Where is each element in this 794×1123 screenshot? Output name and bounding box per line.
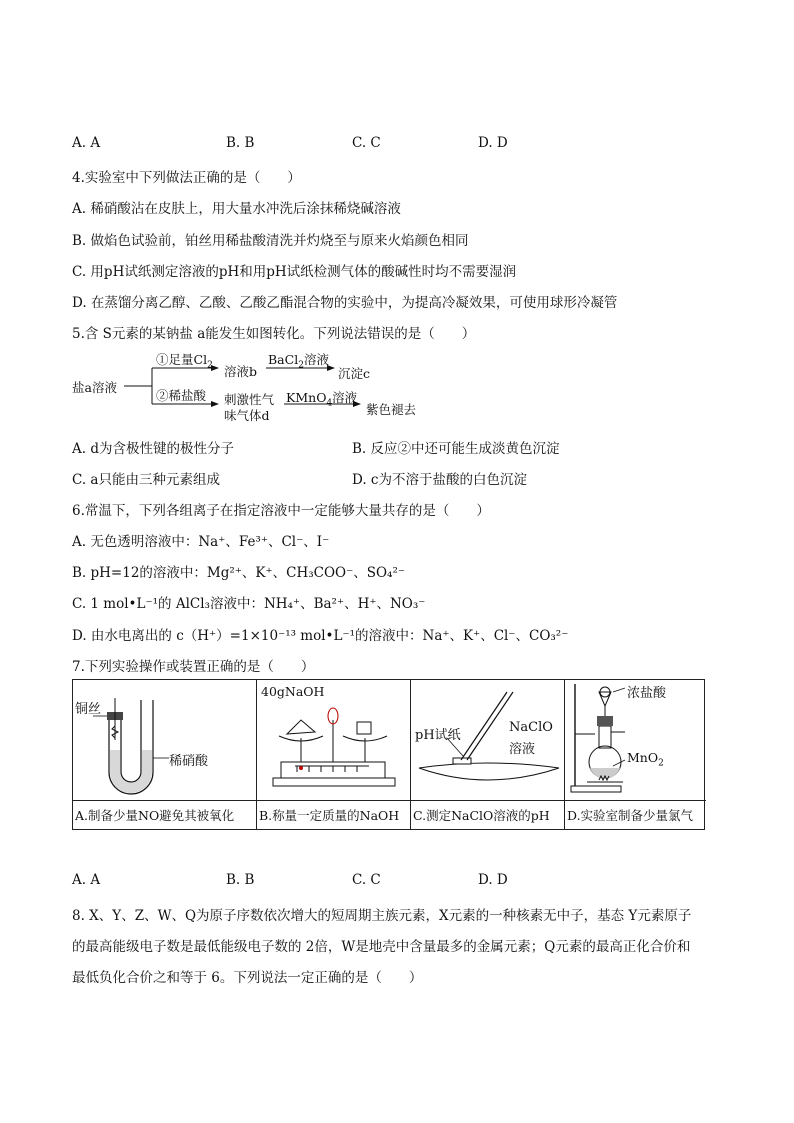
step2-label: ②稀盐酸 — [156, 388, 207, 403]
copper-wire-label: 铜丝 — [75, 702, 102, 717]
gas-d-line2: 味气体d — [224, 408, 270, 423]
panel-b-caption: B.称量一定质量的NaOH — [257, 800, 410, 831]
solution-label: 溶液 — [509, 742, 536, 757]
q4-option-d: D. 在蒸馏分离乙醇、乙酸、乙酸乙酯混合物的实验中，为提高冷凝效果，可使用球形冷凝管 — [72, 295, 618, 311]
purple-fades: 紫色褪去 — [366, 402, 417, 417]
q7-stem: 7.下列实验操作或装置正确的是（ ） — [72, 659, 315, 675]
q3-option-d: D. D — [478, 135, 508, 151]
q7-option-b: B. B — [226, 872, 255, 888]
q5-transformation-diagram — [72, 346, 432, 424]
ph-paper-label: pH试纸 — [415, 728, 461, 743]
q5-option-c: C. a只能由三种元素组成 — [72, 472, 220, 488]
q7-apparatus-table — [72, 679, 705, 830]
q4-stem: 4.实验室中下列做法正确的是（ ） — [72, 170, 301, 186]
panel-b — [257, 680, 411, 829]
step1-label: ①足量$Cl_2$ — [156, 352, 213, 371]
q6-option-b: B. pH=12的溶液中：Mg²⁺、K⁺、CH₃COO⁻、SO₄²⁻ — [72, 565, 405, 581]
q8-line1: 8. X、Y、Z、W、Q为原子序数依次增大的短周期主族元素，X元素的一种核素无中子，基态 Y元素原子 — [72, 908, 692, 924]
q7-option-d: D. D — [478, 872, 508, 888]
q3-option-a: A. A — [72, 135, 101, 151]
q8-line3: 最低负化合价之和等于 6。下列说法一定正确的是（ ） — [72, 970, 423, 986]
q6-option-c: C. 1 mol•L⁻¹的 AlCl₃溶液中：NH₄⁺、Ba²⁺、H⁺、NO₃⁻ — [72, 596, 426, 612]
q6-stem: 6.常温下，下列各组离子在指定溶液中一定能够大量共存的是（ ） — [72, 503, 490, 519]
q5-option-b: B. 反应②中还可能生成淡黄色沉淀 — [352, 441, 560, 457]
q6-option-d: D. 由水电离出的 c（H⁺）=1×10⁻¹³ mol•L⁻¹的溶液中：Na⁺、K⁺、Cl⁻、CO₃²⁻ — [72, 628, 569, 644]
q4-option-c: C. 用pH试纸测定溶液的pH和用pH试纸检测气体的酸碱性时均不需要湿润 — [72, 264, 517, 280]
q3-option-c: C. C — [352, 135, 381, 151]
panel-d — [565, 680, 706, 829]
naclo-label: NaClO — [509, 720, 553, 735]
q7-option-c: C. C — [352, 872, 381, 888]
precipitate-c: 沉淀c — [338, 366, 371, 381]
q6-option-a: A. 无色透明溶液中：Na⁺、Fe³⁺、Cl⁻、I⁻ — [72, 534, 330, 550]
panel-a — [73, 680, 257, 829]
q4-option-a: A. 稀硝酸沾在皮肤上，用大量水冲洗后涂抹稀烧碱溶液 — [72, 201, 401, 217]
solution-b: 溶液b — [224, 364, 258, 379]
mno2-label: MnO$_2$ — [627, 750, 664, 769]
gas-d-line1: 刺激性气 — [224, 392, 275, 407]
conc-hcl-label: 浓盐酸 — [627, 686, 667, 701]
dilute-nitric-acid-label: 稀硝酸 — [169, 754, 209, 769]
panel-d-caption: D.实验室制备少量氯气 — [565, 800, 706, 831]
kmno4-label: KMnO$_4$溶液 — [286, 390, 358, 409]
panel-c — [411, 680, 565, 829]
q5-option-a: A. d为含极性键的极性分子 — [72, 441, 234, 457]
q5-option-d: D. c为不溶于盐酸的白色沉淀 — [352, 472, 527, 488]
q5-stem: 5.含 S元素的某钠盐 a能发生如图转化。下列说法错误的是（ ） — [72, 326, 476, 342]
q8-line2: 的最高能级电子数是最低能级电子数的 2倍，W是地壳中含量最多的金属元素；Q元素的最高正化合价和 — [72, 939, 691, 955]
bacl2-label: BaCl$_2$溶液 — [268, 352, 329, 371]
panel-c-caption: C.测定NaClO溶液的pH — [411, 800, 564, 831]
q7-option-a: A. A — [72, 872, 101, 888]
q3-option-b: B. B — [226, 135, 255, 151]
salt-a-solution: 盐a溶液 — [72, 380, 117, 395]
panel-a-caption: A.制备少量NO避免其被氧化 — [73, 800, 256, 831]
q4-option-b: B. 做焰色试验前，铂丝用稀盐酸清洗并灼烧至与原来火焰颜色相同 — [72, 233, 469, 249]
naoh-mass-label: 40gNaOH — [261, 684, 325, 699]
